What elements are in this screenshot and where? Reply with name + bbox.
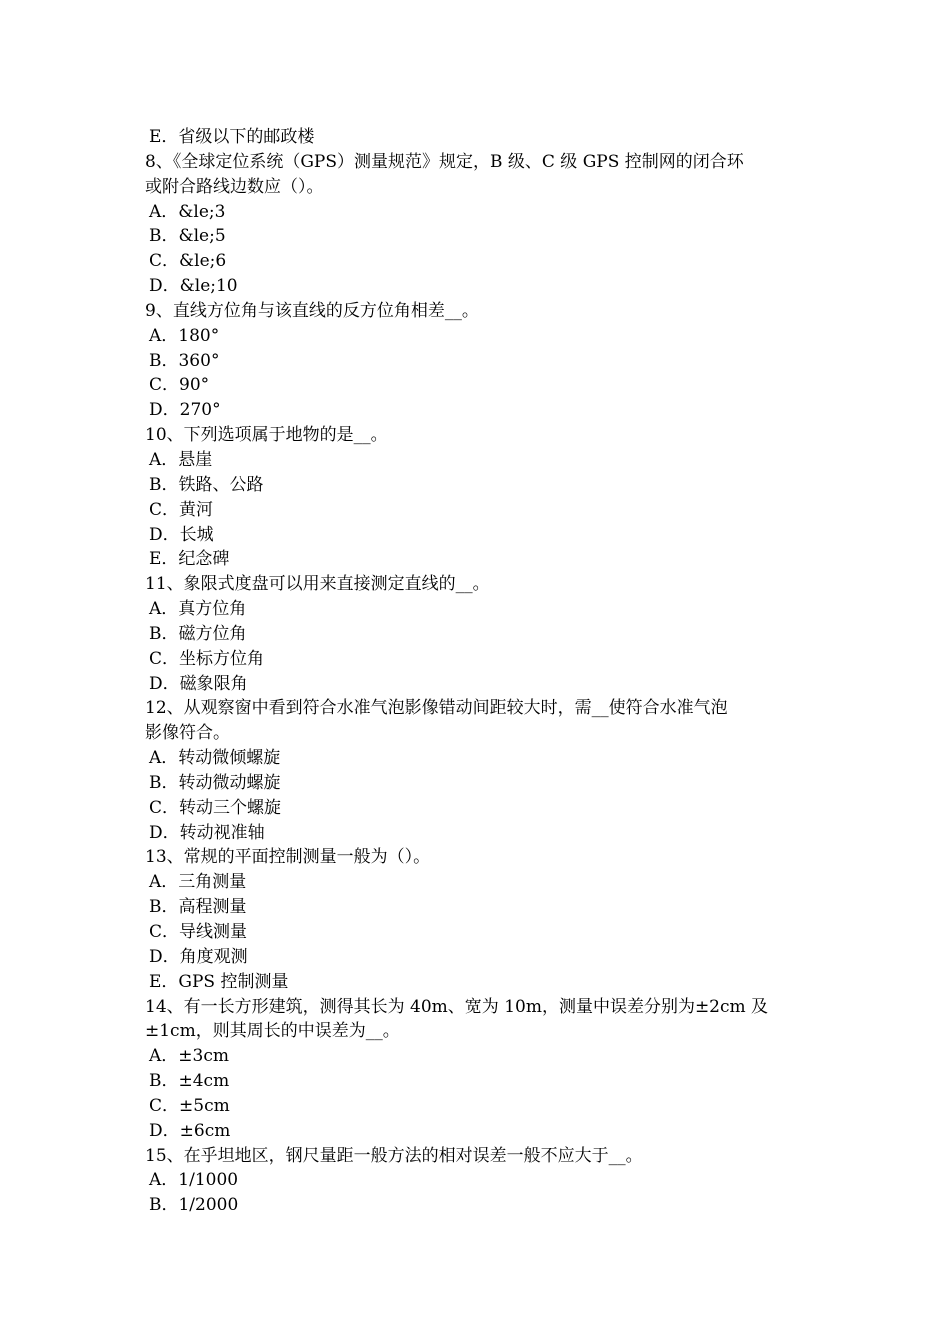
option-line: E．GPS 控制测量 [149, 971, 289, 992]
option-line: A．&le;3 [149, 201, 226, 222]
question-line: 13、常规的平面控制测量一般为（）。 [145, 847, 431, 868]
question-line: 8、《全球定位系统（GPS）测量规范》规定，B 级、C 级 GPS 控制网的闭合环 [145, 151, 744, 172]
question-line: 10、下列选项属于地物的是__。 [145, 425, 388, 446]
option-line: C．±5cm [149, 1095, 230, 1116]
option-line: C．90° [149, 375, 210, 396]
option-line: A．180° [149, 325, 220, 346]
option-line: D．270° [149, 400, 221, 421]
option-line: B．转动微动螺旋 [149, 772, 281, 793]
question-line: 9、直线方位角与该直线的反方位角相差__。 [145, 300, 479, 321]
option-line: A．转动微倾螺旋 [149, 748, 281, 769]
option-line: D．长城 [149, 524, 214, 545]
option-line: B．360° [149, 350, 220, 371]
question-line: 14、有一长方形建筑，测得其长为 40m、宽为 10m，测量中误差分别为±2cm 及 [145, 996, 769, 1017]
option-line: B．±4cm [149, 1071, 230, 1092]
option-line: C．转动三个螺旋 [149, 797, 282, 818]
option-line: C．坐标方位角 [149, 648, 265, 669]
option-line: D．转动视准轴 [149, 822, 265, 843]
option-line: A．悬崖 [149, 449, 213, 470]
option-line: C．黄河 [149, 499, 214, 520]
option-line: B．铁路、公路 [149, 474, 264, 495]
question-line: 11、象限式度盘可以用来直接测定直线的__。 [145, 574, 490, 595]
option-line: E．纪念碑 [149, 549, 230, 570]
option-line: D．磁象限角 [149, 673, 248, 694]
option-line: A．三角测量 [149, 872, 247, 893]
question-line: ±1cm，则其周长的中误差为__。 [145, 1021, 400, 1042]
option-line: B．磁方位角 [149, 623, 247, 644]
option-line: E．省级以下的邮政楼 [149, 127, 315, 147]
option-line: A．1/1000 [149, 1170, 239, 1191]
option-line: A．真方位角 [149, 599, 247, 620]
option-line: D．角度观测 [149, 946, 248, 967]
option-line: B．&le;5 [149, 226, 226, 247]
option-line: D．&le;10 [149, 276, 238, 297]
question-line: 15、在乎坦地区，钢尺量距一般方法的相对误差一般不应大于__。 [145, 1145, 643, 1166]
document-body [145, 125, 810, 1218]
option-line: C．导线测量 [149, 922, 248, 942]
question-line: 12、从观察窗中看到符合水准气泡影像错动间距较大时，需__使符合水准气泡 [145, 698, 728, 719]
option-line: B．高程测量 [149, 897, 247, 918]
option-line: C．&le;6 [149, 251, 227, 272]
option-line: B．1/2000 [149, 1195, 239, 1216]
option-line: A．±3cm [149, 1046, 229, 1067]
question-line: 影像符合。 [145, 723, 230, 744]
question-line: 或附合路线边数应（）。 [145, 176, 324, 197]
option-line: D．±6cm [149, 1120, 231, 1141]
